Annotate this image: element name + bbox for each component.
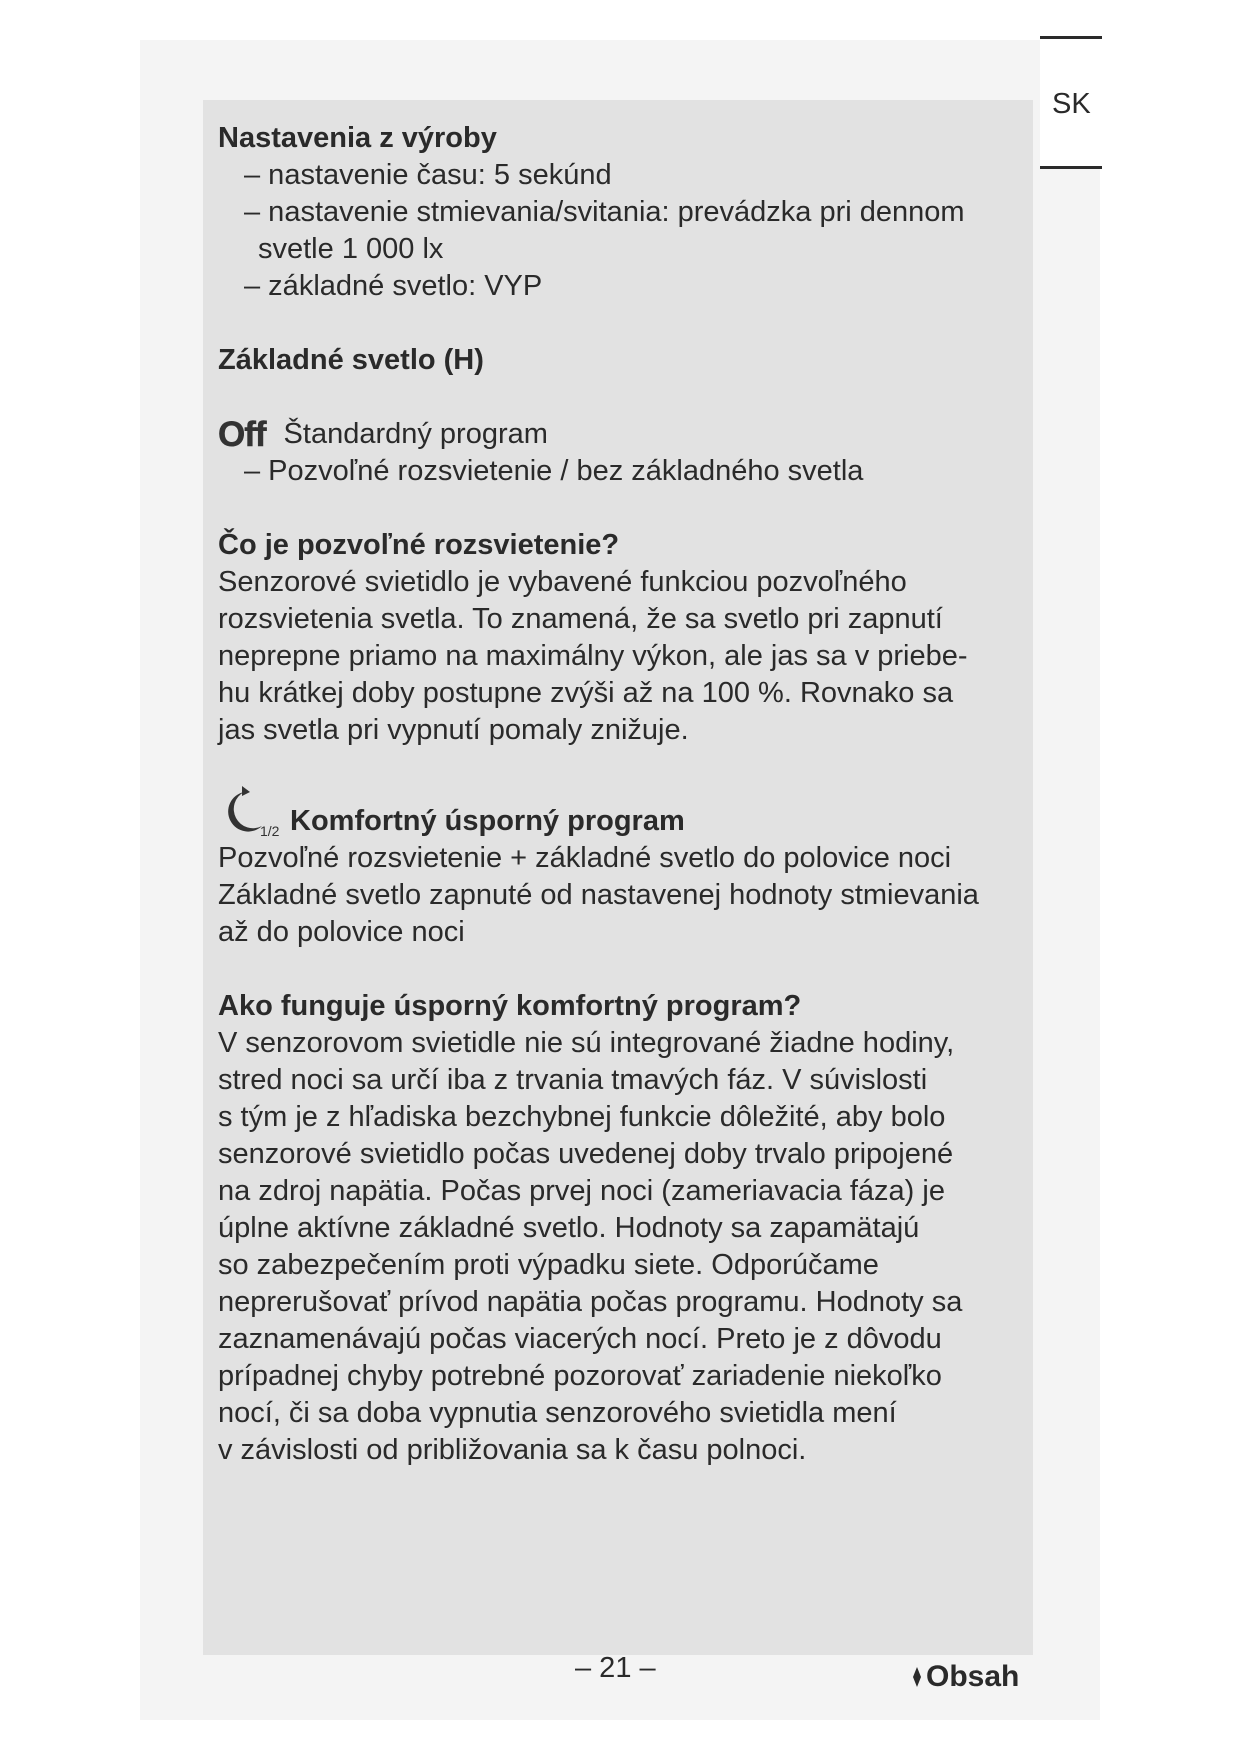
- factory-setting-item: svetle 1 000 lx: [258, 233, 444, 265]
- how-it-works-line: v závislosti od približovania sa k času polnoci.: [218, 1434, 807, 1466]
- soft-start-line: jas svetla pri vypnutí pomaly znižuje.: [218, 714, 689, 746]
- how-it-works-line: neprerušovať prívod napätia počas programu. Hodnoty sa: [218, 1286, 963, 1318]
- toc-link-label: Obsah: [926, 1660, 1020, 1693]
- how-it-works-line: s tým je z hľadiska bezchybnej funkcie dôležité, aby bolo: [218, 1101, 946, 1133]
- factory-setting-item: – nastavenie stmievania/svitania: prevádzka pri dennom: [244, 196, 965, 228]
- document-content: [218, 120, 1030, 1469]
- soft-start-line: Senzorové svietidlo je vybavené funkciou pozvoľného: [218, 566, 907, 598]
- how-it-works-title: Ako funguje úsporný komfortný program?: [218, 990, 802, 1022]
- off-icon: Off: [218, 415, 266, 454]
- soft-start-line: neprepne priamo na maximálny výkon, ale jas sa v priebe-: [218, 640, 968, 672]
- soft-start-line: rozsvietenia svetla. To znamená, že sa svetlo pri zapnutí: [218, 603, 943, 635]
- page-number: – 21 –: [575, 1652, 656, 1684]
- basic-light-section: [218, 342, 1030, 490]
- language-tab-top-rule: [1040, 36, 1102, 39]
- half-night-fraction: 1/2: [260, 823, 280, 839]
- how-it-works-line: na zdroj napätia. Počas prvej noci (zameriavacia fáza) je: [218, 1175, 945, 1207]
- comfort-program-section: [218, 786, 1030, 951]
- table-of-contents-link[interactable]: [912, 1660, 1019, 1694]
- factory-setting-item: – nastavenie času: 5 sekúnd: [244, 159, 612, 191]
- standard-program-desc: – Pozvoľné rozsvietenie / bez základného svetla: [244, 455, 864, 487]
- standard-program-label: Štandardný program: [283, 418, 548, 450]
- standard-program-line: [218, 416, 1030, 453]
- how-it-works-line: nocí, či sa doba vypnutia senzorového svietidla mení: [218, 1397, 897, 1429]
- how-it-works-line: stred noci sa určí iba z trvania tmavých fáz. V súvislosti: [218, 1064, 928, 1096]
- language-code: SK: [1052, 88, 1091, 120]
- how-it-works-line: V senzorovom svietidle nie sú integrované žiadne hodiny,: [218, 1027, 955, 1059]
- how-it-works-line: so zabezpečením proti výpadku siete. Odporúčame: [218, 1249, 879, 1281]
- half-night-moon-icon: [218, 786, 286, 840]
- language-tab-bottom-rule: [1040, 166, 1102, 169]
- how-it-works-section: [218, 988, 1030, 1469]
- diamond-arrow-icon: [912, 1666, 922, 1688]
- how-it-works-line: úplne aktívne základné svetlo. Hodnoty sa zapamätajú: [218, 1212, 920, 1244]
- factory-settings-title: Nastavenia z výroby: [218, 122, 497, 154]
- comfort-program-title: Komfortný úsporný program: [290, 805, 685, 837]
- soft-start-title: Čo je pozvoľné rozsvietenie?: [218, 529, 620, 561]
- soft-start-line: hu krátkej doby postupne zvýši až na 100 %. Rovnako sa: [218, 677, 954, 709]
- basic-light-title: Základné svetlo (H): [218, 344, 484, 376]
- how-it-works-line: prípadnej chyby potrebné pozorovať zariadenie niekoľko: [218, 1360, 942, 1392]
- comfort-program-line: až do polovice noci: [218, 916, 465, 948]
- soft-start-section: [218, 527, 1030, 749]
- how-it-works-line: senzorové svietidlo počas uvedenej doby trvalo pripojené: [218, 1138, 954, 1170]
- factory-setting-item: – základné svetlo: VYP: [244, 270, 543, 302]
- how-it-works-line: zaznamenávajú počas viacerých nocí. Preto je z dôvodu: [218, 1323, 942, 1355]
- factory-settings-section: [218, 120, 1030, 305]
- comfort-program-heading: [218, 786, 1030, 840]
- comfort-program-line: Pozvoľné rozsvietenie + základné svetlo do polovice noci: [218, 842, 952, 874]
- comfort-program-line: Základné svetlo zapnuté od nastavenej hodnoty stmievania: [218, 879, 979, 911]
